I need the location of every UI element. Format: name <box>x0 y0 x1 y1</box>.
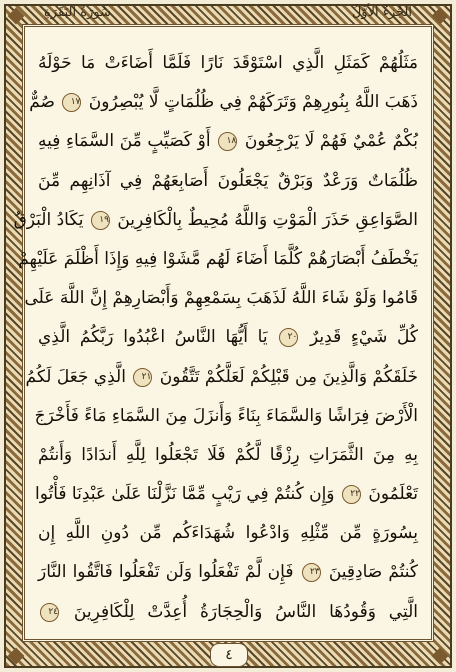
verse-text: بِسُورَةٍ مِّن مِّثْلِهِ وَادْعُوا شُهَدَاءَكُم مِّن دُونِ اللَّهِ إِن <box>38 523 418 544</box>
text-line <box>25 358 418 397</box>
verse-text: مَثَلُهُمْ كَمَثَلِ الَّذِي اسْتَوْقَدَ نَارًا فَلَمَّا أَضَاءَتْ مَا حَوْلَهُ <box>38 53 418 73</box>
verse-text: كُنتُمْ صَادِقِينَ <box>328 562 419 583</box>
verse-text: يَا أَيُّهَا النَّاسُ اعْبُدُوا رَبَّكُمُ الَّذِي <box>38 327 268 348</box>
ayah-number-marker-icon: ١٨ <box>218 132 237 151</box>
verse-text: يَكَادُ الْبَرْقُ <box>13 209 84 230</box>
text-line <box>38 553 418 592</box>
text-line <box>38 593 418 632</box>
verse-text: تَعْلَمُونَ <box>368 484 418 505</box>
verse-text: الْأَرْضَ فِرَاشًا وَالسَّمَاءَ بِنَاءً وَأَنزَلَ مِنَ السَّمَاءِ مَاءً فَأَخْرَجَ <box>34 405 418 426</box>
text-line <box>38 436 418 475</box>
ayah-number-marker-icon: ٢١ <box>133 368 152 387</box>
verse-text: وَإِن كُنتُمْ فِي رَيْبٍ مِّمَّا نَزَّلْنَا عَلَىٰ عَبْدِنَا فَأْتُوا <box>34 484 335 505</box>
text-line <box>18 240 418 279</box>
verse-text: قَامُوا وَلَوْ شَاءَ اللَّهُ لَذَهَبَ بِسَمْعِهِمْ وَأَبْصَارِهِمْ إِنَّ اللَّهَ عَلَى <box>24 288 418 309</box>
text-line <box>34 397 418 436</box>
ayah-number-marker-icon: ٢٢ <box>342 485 361 504</box>
quran-text-block <box>13 44 419 632</box>
text-line <box>24 279 418 318</box>
ayah-number-marker-icon: ٢٣ <box>302 563 321 582</box>
verse-text: ظُلُمَاتٌ وَرَعْدٌ وَبَرْقٌ يَجْعَلُونَ أَصَابِعَهُمْ فِي آذَانِهِم مِّنَ <box>38 170 418 191</box>
verse-text: بُكْمٌ عُمْيٌ فَهُمْ لَا يَرْجِعُونَ <box>244 131 419 152</box>
verse-text: خَلَقَكُمْ وَالَّذِينَ مِن قَبْلِكُمْ لَعَلَّكُمْ تَتَّقُونَ <box>159 366 418 387</box>
verse-text: ذَهَبَ اللَّهُ بِنُورِهِمْ وَتَرَكَهُمْ فِي ظُلُمَاتٍ لَّا يُبْصِرُونَ <box>88 92 418 113</box>
text-line <box>34 475 418 514</box>
text-line <box>13 201 418 240</box>
verse-text: الصَّوَاعِقِ حَذَرَ الْمَوْتِ وَاللَّهُ مُحِيطٌ بِالْكَافِرِينَ <box>117 209 418 230</box>
ayah-number-marker-icon: ٢٤ <box>40 603 59 622</box>
text-line <box>38 44 418 83</box>
ayah-number-marker-icon: ١٧ <box>62 93 81 112</box>
text-line <box>38 514 418 553</box>
surah-title: سُورَةُ البَقَرَةِ <box>44 5 111 20</box>
verse-text: الَّتِي وَقُودُهَا النَّاسُ وَالْحِجَارَةُ أُعِدَّتْ لِلْكَافِرِينَ <box>73 601 418 622</box>
verse-text: الَّذِي جَعَلَ لَكُمُ <box>25 366 126 387</box>
ayah-number-marker-icon: ١٩ <box>91 211 110 230</box>
juz-title: الجُزءُ الأوَّلُ <box>351 5 412 20</box>
verse-text: فَإِن لَّمْ تَفْعَلُوا وَلَن تَفْعَلُوا فَاتَّقُوا النَّارَ <box>38 562 294 583</box>
text-line <box>29 83 418 122</box>
text-line <box>38 162 418 201</box>
verse-text: يَخْطَفُ أَبْصَارَهُمْ كُلَّمَا أَضَاءَ لَهُم مَّشَوْا فِيهِ وَإِذَا أَظْلَمَ عَلَيْهِمْ <box>18 248 418 269</box>
verse-text: كُلِّ شَيْءٍ قَدِيرٌ <box>310 327 419 348</box>
page-number: ٤ <box>210 643 248 667</box>
verse-text: صُمٌّ <box>29 92 55 113</box>
ayah-number-marker-icon: ٢٠ <box>279 328 298 347</box>
text-line <box>38 318 418 357</box>
verse-text: أَوْ كَصَيِّبٍ مِّنَ السَّمَاءِ فِيهِ <box>38 131 211 152</box>
verse-text: بِهِ مِنَ الثَّمَرَاتِ رِزْقًا لَّكُمْ فَلَا تَجْعَلُوا لِلَّهِ أَندَادًا وَأَنتُمْ <box>38 444 418 465</box>
text-line <box>38 122 418 161</box>
